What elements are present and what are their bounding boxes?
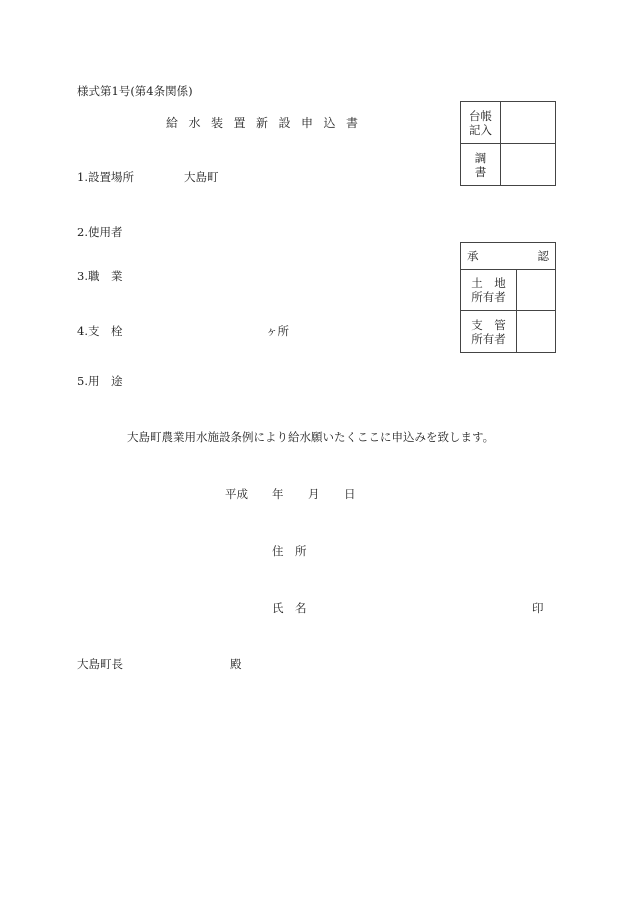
approval-header-a: 承: [467, 249, 479, 263]
date-day: 日: [344, 487, 356, 501]
item-label-user: 2.使用者: [77, 225, 123, 239]
item-value-location: 大島町: [184, 170, 219, 184]
address-label: 住 所: [272, 544, 307, 558]
branch-pipe-owner-label-cell: [461, 311, 517, 353]
landowner-label-cell: [461, 270, 517, 311]
approval-header-b: 認: [537, 249, 549, 263]
item-value-taps-unit: ヶ所: [266, 324, 289, 338]
approval-header: [461, 243, 556, 270]
survey-label-line2: 書: [474, 164, 487, 179]
survey-label-line1: 調: [474, 150, 487, 165]
ledger-full-label: 台帳記入: [0, 0, 4, 1]
date-era: 平成: [225, 487, 248, 501]
date-year: 年: [272, 487, 284, 501]
form-title: 給水装置新設申込書: [166, 116, 369, 130]
approval-box: [460, 242, 556, 353]
item-label-location: 1.設置場所: [77, 170, 134, 184]
date-month: 月: [308, 487, 320, 501]
branch-pipe-owner-stamp-cell: [517, 311, 556, 353]
ledger-label-line2: 記入: [469, 122, 492, 137]
landowner-label-line2: 所有者: [471, 290, 506, 304]
survey-entry-cell: [501, 144, 556, 186]
landowner-label-line1: 土 地: [471, 276, 506, 290]
landowner-stamp-cell: [517, 270, 556, 311]
seal-mark: 印: [532, 601, 544, 615]
branch-pipe-owner-label-line1: 支 管: [471, 317, 506, 332]
ledger-box: [460, 101, 556, 186]
branch-pipe-owner-label-line2: 所有者: [471, 331, 506, 346]
form-number: 様式第1号(第4条関係): [77, 84, 193, 98]
ledger-label-line1: 台帳: [469, 108, 492, 123]
ledger-label-cell: [461, 102, 501, 144]
item-label-purpose: 5.用 途: [77, 374, 123, 388]
honorific: 殿: [230, 657, 242, 671]
addressee: 大島町長: [77, 657, 123, 671]
name-label: 氏 名: [272, 601, 307, 615]
survey-label-cell: [461, 144, 501, 186]
item-label-taps: 4.支 栓: [77, 324, 123, 338]
application-statement: 大島町農業用水施設条例により給水願いたくここに申込みを致します。: [127, 430, 495, 444]
ledger-entry-cell: [501, 102, 556, 144]
item-label-occupation: 3.職 業: [77, 269, 123, 283]
